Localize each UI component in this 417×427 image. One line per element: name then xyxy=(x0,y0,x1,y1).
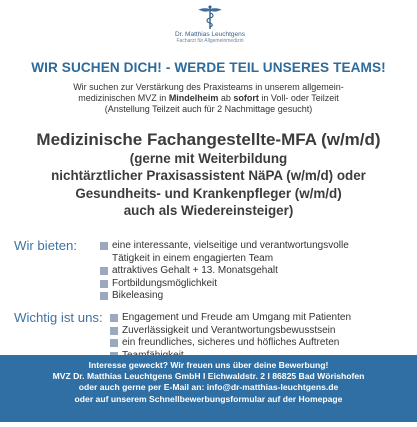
requirement-item: Engagement und Freude am Umgang mit Patienten xyxy=(110,312,351,325)
offer-item: Fortbildungsmöglichkeit xyxy=(100,278,349,291)
footer-cta: Interesse geweckt? Wir freuen uns über deine Bewerbung! xyxy=(88,360,329,370)
headline: WIR SUCHEN DICH! - WERDE TEIL UNSERES TEAMS! xyxy=(31,60,386,75)
requirement-item: Zuverlässigkeit und Verantwortungsbewusstsein xyxy=(110,325,351,338)
job-title-line: auch als Wiedereinsteiger) xyxy=(123,203,294,219)
requirements-label: Wichtig ist uns: xyxy=(14,310,103,325)
job-title-line: (gerne mit Weiterbildung xyxy=(129,151,288,166)
intro-text-part: in Voll- oder Teilzeit xyxy=(258,93,339,104)
intro-text-part: ab xyxy=(218,93,234,104)
intro-text-part: medizinischen MVZ in xyxy=(78,93,169,104)
job-title-line: Gesundheits- und Krankenpfleger (w/m/d) xyxy=(75,185,342,201)
job-title-block xyxy=(0,130,417,220)
intro-line-2 xyxy=(10,93,407,104)
requirement-item: ein freundliches, sicheres und höfliches Auftreten xyxy=(110,337,351,350)
caduceus-icon xyxy=(197,4,223,30)
practice-logo xyxy=(150,4,270,48)
intro-start-date: sofort xyxy=(233,93,259,104)
offer-item: Bikeleasing xyxy=(100,290,349,303)
job-title-line: nichtärztlicher Praxisassistent NäPA (w/m/d) oder xyxy=(51,168,366,184)
offer-item: attraktives Gehalt + 13. Monatsgehalt xyxy=(100,265,349,278)
intro-text xyxy=(10,82,407,116)
intro-line-3: (Anstellung Teilzeit auch für 2 Nachmittage gesucht) xyxy=(104,104,313,115)
offer-item-continuation: Tätigkeit in einem engagierten Team xyxy=(112,252,274,264)
footer-homepage: oder auf unserem Schnellbewerbungsformular auf der Homepage xyxy=(74,393,343,404)
contact-footer xyxy=(0,355,417,422)
offer-item: eine interessante, vielseitige und verantwortungsvolle xyxy=(100,240,349,253)
offer-list xyxy=(100,240,349,303)
footer-address: MVZ Dr. Matthias Leuchtgens GmbH I Eichwaldstr. 2 I 86825 Bad Wörishofen xyxy=(52,371,365,382)
intro-line-1: Wir suchen zur Verstärkung des Praxisteams in unserem allgemein- xyxy=(73,82,344,92)
intro-location: Mindelheim xyxy=(168,93,219,104)
logo-subtitle: Facharzt für Allgemeinmedizin xyxy=(176,38,244,44)
offer-label: Wir bieten: xyxy=(14,238,78,253)
footer-email[interactable]: oder auch gerne per E-Mail an: info@dr-matthias-leuchtgens.de xyxy=(78,382,339,393)
logo-name: Dr. Matthias Leuchtgens xyxy=(174,31,246,38)
job-title: Medizinische Fachangestellte-MFA (w/m/d) xyxy=(36,130,381,149)
